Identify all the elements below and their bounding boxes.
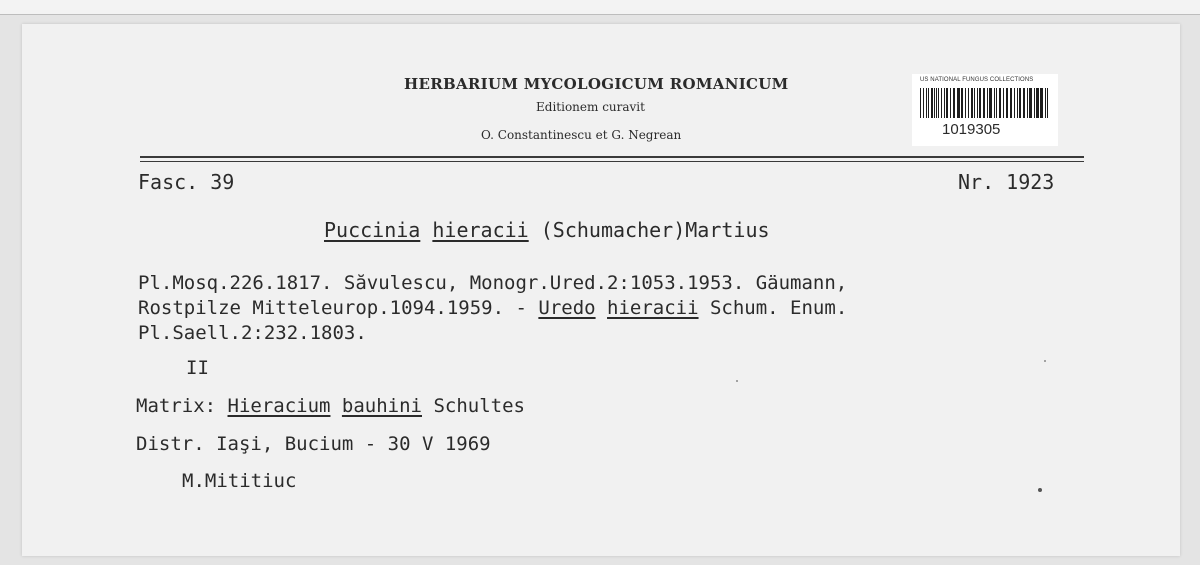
collector-name: M.Mititiuc — [182, 470, 297, 492]
barcode-image — [920, 88, 1050, 118]
species-epithet: hieracii — [432, 218, 529, 242]
barcode-bar — [946, 88, 948, 118]
barcode-bar — [1006, 88, 1008, 118]
barcode-bar — [950, 88, 951, 118]
barcode-bar — [938, 88, 939, 118]
ink-speck — [1044, 360, 1046, 362]
barcode-bar — [934, 88, 935, 118]
barcode-bar — [923, 88, 924, 118]
literature-line-1: Pl.Mosq.226.1817. Săvulescu, Monogr.Ured.2:1053.1953. Gäumann, — [138, 272, 848, 294]
barcode-bar — [944, 88, 945, 118]
header-rule-thin — [140, 161, 1084, 162]
distribution-locality: Distr. Iaşi, Bucium - 30 V 1969 — [136, 433, 491, 455]
literature-line-2 — [138, 297, 847, 319]
barcode-caption: US NATIONAL FUNGUS COLLECTIONS — [920, 77, 1034, 83]
barcode-bar — [1034, 88, 1035, 118]
herbarium-title: HERBARIUM MYCOLOGICUM ROMANICUM — [404, 75, 789, 93]
barcode-bar — [1023, 88, 1025, 118]
species-authority: (Schumacher)Martius — [540, 218, 770, 242]
literature-line-2-start: Rostpilze Mitteleurop.1094.1959. - — [138, 297, 539, 319]
barcode-bar — [928, 88, 929, 118]
barcode-bar — [1036, 88, 1039, 118]
fascicle-number: Fasc. 39 — [138, 170, 235, 194]
species-genus: Puccinia — [324, 218, 421, 242]
barcode-bar — [1045, 88, 1046, 118]
barcode-bar — [1010, 88, 1012, 118]
barcode-bar — [957, 88, 960, 118]
synonym-epithet: hieracii — [607, 297, 699, 319]
barcode-bar — [1027, 88, 1028, 118]
host-genus: Hieracium — [227, 395, 331, 417]
barcode-bar — [1040, 88, 1043, 118]
barcode-bar — [989, 88, 992, 118]
barcode-bar — [961, 88, 963, 118]
barcode-number: 1019305 — [942, 121, 1001, 138]
matrix-prefix: Matrix: — [136, 395, 228, 417]
barcode-bar — [965, 88, 966, 118]
barcode-bar — [931, 88, 933, 118]
specimen-number: Nr. 1923 — [958, 170, 1055, 194]
barcode-bar — [936, 88, 937, 118]
barcode-bar — [968, 88, 969, 118]
barcode-bar — [1019, 88, 1021, 118]
header-rule — [140, 156, 1084, 158]
species-name — [324, 218, 770, 242]
barcode-bar — [926, 88, 927, 118]
barcode-bar — [1017, 88, 1018, 118]
barcode-bar — [974, 88, 975, 118]
spore-stage: II — [186, 357, 209, 379]
barcode-bar — [1003, 88, 1004, 118]
host-authority: Schultes — [422, 395, 525, 417]
herbarium-editors: O. Constantinescu et G. Negrean — [481, 128, 682, 142]
barcode-bar — [983, 88, 985, 118]
barcode-bar — [1047, 88, 1048, 118]
barcode-bar — [999, 88, 1001, 118]
barcode-bar — [1014, 88, 1015, 118]
barcode-bar — [996, 88, 997, 118]
barcode-bar — [953, 88, 955, 118]
barcode-bar — [994, 88, 995, 118]
barcode-bar — [979, 88, 981, 118]
synonym-genus: Uredo — [538, 297, 596, 319]
literature-line-3: Pl.Saell.2:232.1803. — [138, 322, 367, 344]
barcode-bar — [987, 88, 988, 118]
barcode-bar — [977, 88, 978, 118]
herbarium-subtitle: Editionem curavit — [536, 100, 645, 114]
barcode-bar — [971, 88, 973, 118]
barcode-bar — [1029, 88, 1032, 118]
ink-speck — [736, 380, 738, 382]
host-epithet: bauhini — [341, 395, 422, 417]
barcode-bar — [941, 88, 942, 118]
adjacent-label-edge — [0, 0, 1200, 15]
matrix-host — [136, 395, 525, 417]
ink-speck — [1038, 488, 1042, 492]
barcode-sticker — [912, 74, 1058, 146]
barcode-bar — [920, 88, 921, 118]
literature-line-2-end: Schum. Enum. — [698, 297, 848, 319]
